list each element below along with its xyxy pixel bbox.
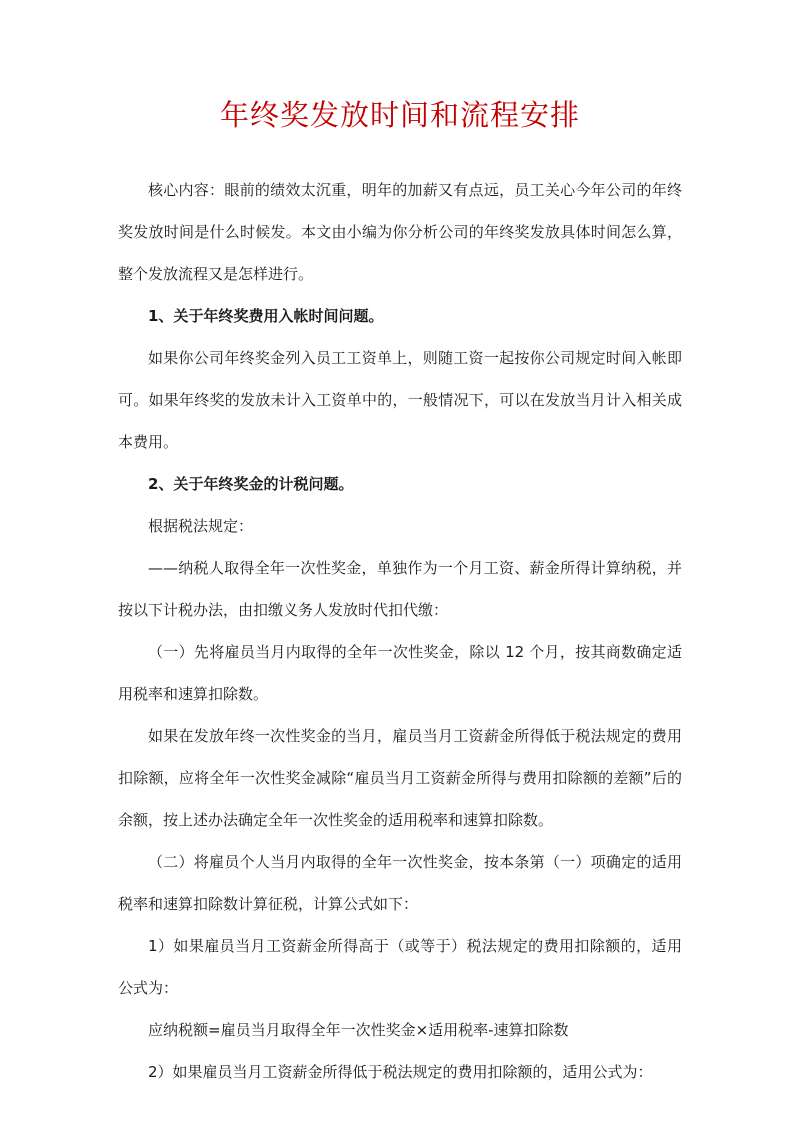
rule-item-2: （二）将雇员个人当月内取得的全年一次性奖金，按本条第（一）项确定的适用税率和速算扣除数计算征税，计算公式如下：: [118, 853, 682, 913]
rule-item-1-detail: 如果在发放年终一次性奖金的当月，雇员当月工资薪金所得低于税法规定的费用扣除额，应将全年一次性奖金减除“雇员当月工资薪金所得与费用扣除额的差额”后的余额，按上述办法确定全年一次性奖金的适用税率和速算扣除数。: [118, 727, 682, 829]
formula-case-2: 2）如果雇员当月工资薪金所得低于税法规定的费用扣除额的，适用公式为：: [148, 1063, 653, 1081]
intro-paragraph: 核心内容：眼前的绩效太沉重，明年的加薪又有点远，员工关心今年公司的年终奖发放时间是什么时候发。本文由小编为你分析公司的年终奖发放具体时间怎么算，整个发放流程又是怎样进行。: [118, 181, 682, 283]
rule-item-1: （一）先将雇员当月内取得的全年一次性奖金，除以 12 个月，按其商数确定适用税率和速算扣除数。: [118, 643, 682, 703]
tax-rule-paragraph: ——纳税人取得全年一次性奖金，单独作为一个月工资、薪金所得计算纳税，并按以下计税办法，由扣缴义务人发放时代扣代缴：: [118, 559, 682, 619]
section-1-paragraph: 如果你公司年终奖金列入员工工资单上，则随工资一起按你公司规定时间入帐即可。如果年终奖的发放未计入工资单中的，一般情况下，可以在发放当月计入相关成本费用。: [118, 349, 682, 451]
section-heading-2: 2、关于年终奖金的计税问题。: [148, 475, 354, 493]
formula-case-1: 1）如果雇员当月工资薪金所得高于（或等于）税法规定的费用扣除额的，适用公式为：: [118, 937, 682, 997]
tax-formula-1: 应纳税额=雇员当月取得全年一次性奖金×适用税率-速算扣除数: [148, 1021, 569, 1039]
tax-law-intro: 根据税法规定：: [148, 517, 254, 535]
document-title: 年终奖发放时间和流程安排: [219, 98, 580, 132]
section-heading-1: 1、关于年终奖费用入帐时间问题。: [148, 307, 384, 325]
